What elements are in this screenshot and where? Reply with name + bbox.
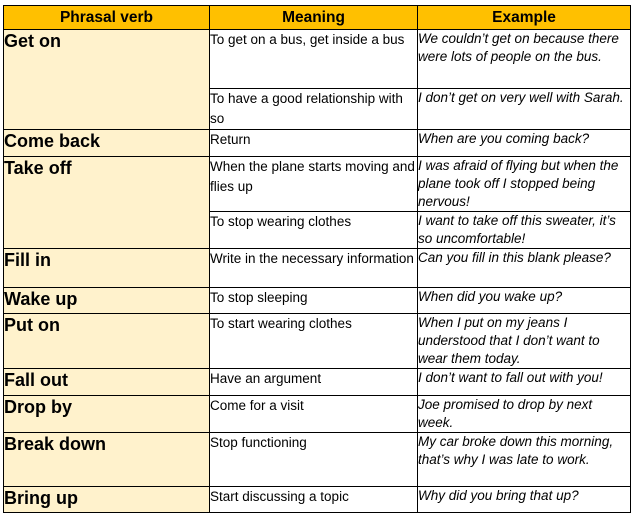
example-cell: I don’t want to fall out with you!: [418, 369, 631, 396]
example-cell: I don’t get on very well with Sarah.: [418, 89, 631, 130]
meaning-cell: Write in the necessary information: [210, 249, 418, 288]
example-cell: My car broke down this morning, that’s why I was late to work.: [418, 433, 631, 487]
example-cell: I want to take off this sweater, it’s so uncomfortable!: [418, 212, 631, 249]
example-cell: When did you wake up?: [418, 288, 631, 314]
verb-cell: Bring up: [4, 487, 210, 513]
verb-cell: Wake up: [4, 288, 210, 314]
verb-cell: Get on: [4, 30, 210, 130]
table-row: [4, 130, 631, 157]
verb-cell: Break down: [4, 433, 210, 487]
verb-cell: Take off: [4, 157, 210, 249]
meaning-cell: To have a good relationship with so: [210, 89, 418, 130]
meaning-cell: To start wearing clothes: [210, 314, 418, 369]
meaning-cell: Come for a visit: [210, 396, 418, 433]
meaning-cell: To stop sleeping: [210, 288, 418, 314]
table-row: [4, 249, 631, 288]
table-row: [4, 30, 631, 89]
table-row: [4, 487, 631, 513]
verb-cell: Drop by: [4, 396, 210, 433]
header-meaning: Meaning: [210, 6, 418, 30]
meaning-cell: To stop wearing clothes: [210, 212, 418, 249]
example-cell: When I put on my jeans I understood that I don’t want to wear them today.: [418, 314, 631, 369]
header-row: [4, 6, 631, 30]
meaning-cell: To get on a bus, get inside a bus: [210, 30, 418, 89]
header-phrasal-verb: Phrasal verb: [4, 6, 210, 30]
example-cell: Joe promised to drop by next week.: [418, 396, 631, 433]
example-cell: I was afraid of flying but when the plane took off I stopped being nervous!: [418, 157, 631, 212]
meaning-cell: When the plane starts moving and flies up: [210, 157, 418, 212]
table-row: [4, 314, 631, 369]
header-example: Example: [418, 6, 631, 30]
example-cell: We couldn’t get on because there were lots of people on the bus.: [418, 30, 631, 89]
example-cell: Can you fill in this blank please?: [418, 249, 631, 288]
example-cell: When are you coming back?: [418, 130, 631, 157]
table-row: [4, 288, 631, 314]
meaning-cell: Return: [210, 130, 418, 157]
verb-cell: Fall out: [4, 369, 210, 396]
meaning-cell: Start discussing a topic: [210, 487, 418, 513]
verb-cell: Fill in: [4, 249, 210, 288]
verb-cell: Come back: [4, 130, 210, 157]
table-row: [4, 157, 631, 212]
example-cell: Why did you bring that up?: [418, 487, 631, 513]
table-row: [4, 433, 631, 487]
table-row: [4, 369, 631, 396]
table-row: [4, 396, 631, 433]
verb-cell: Put on: [4, 314, 210, 369]
meaning-cell: Stop functioning: [210, 433, 418, 487]
meaning-cell: Have an argument: [210, 369, 418, 396]
phrasal-verbs-table: [3, 5, 631, 513]
